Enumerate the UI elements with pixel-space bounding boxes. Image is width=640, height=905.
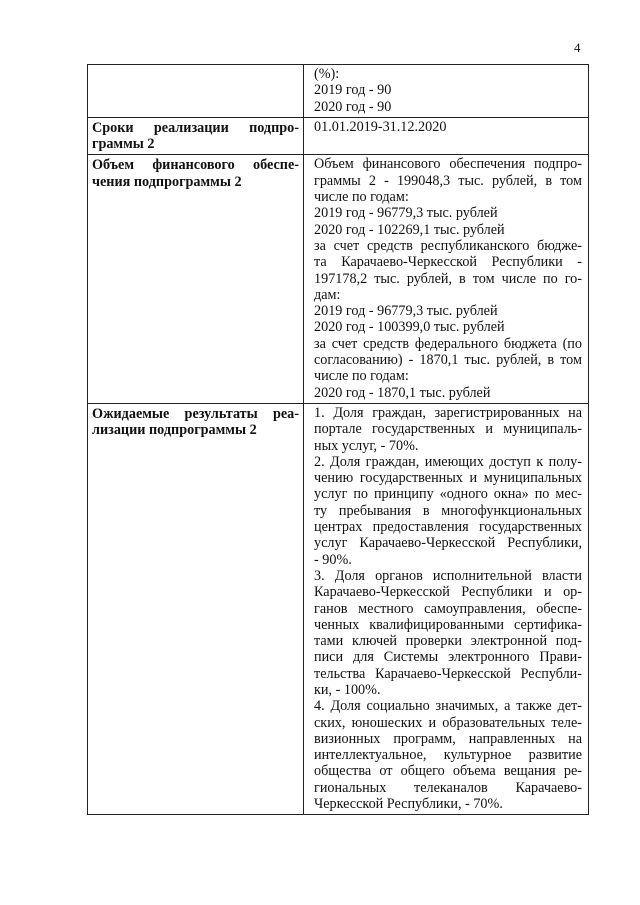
value-line: портале государственных и муниципаль- <box>314 421 582 438</box>
label-line: Объем финансового обеспе- <box>92 157 299 174</box>
value-line: центрах предоставления государственных <box>314 519 582 536</box>
value-line: ных услуг, - 70%. <box>314 437 419 454</box>
row-value-term <box>304 117 589 155</box>
value-line: дам: <box>314 286 341 303</box>
label-line: Сроки реализации подпро- <box>92 119 299 136</box>
row-label-results <box>88 403 304 814</box>
value-line: Черкесской Республики, - 70%. <box>314 796 503 813</box>
value-line: гиональных телеканалов Карачаево- <box>314 779 582 796</box>
label-line: чения подпрограммы 2 <box>92 173 242 190</box>
value-line: визионных программ, направленных на <box>314 730 582 747</box>
value-line: тами ключей проверки электронной под- <box>314 633 582 650</box>
value-line: ту пребывания в многофункциональных <box>314 502 582 519</box>
table-row <box>88 117 589 155</box>
value-line: 2020 год - 102269,1 тыс. рублей <box>314 221 505 238</box>
value-line: 197178,2 тыс. рублей, в том числе по го- <box>314 270 582 287</box>
value-line: интеллектуальное, культурное развитие <box>314 747 582 764</box>
value-line: за счет средств федерального бюджета (по <box>314 335 582 352</box>
value-line: 01.01.2019-31.12.2020 <box>314 118 447 135</box>
value-line: 1. Доля граждан, зарегистрированных на <box>314 404 582 421</box>
passport-table <box>87 64 589 815</box>
table-row <box>88 65 589 118</box>
row-value-indicators <box>304 65 589 118</box>
table-body <box>88 65 589 815</box>
value-line: Объем финансового обеспечения подпро- <box>314 156 582 173</box>
value-line: согласованию) - 1870,1 тыс. рублей, в том <box>314 352 582 369</box>
value-line: ских, юношеских и образовательных теле- <box>314 714 582 731</box>
value-line: граммы 2 - 199048,3 тыс. рублей, в том <box>314 172 582 189</box>
value-line: 2019 год - 90 <box>314 82 392 99</box>
row-value-funding <box>304 155 589 403</box>
row-label-term <box>88 117 304 155</box>
value-line: (%): <box>314 66 340 82</box>
label-line: Ожидаемые результаты реа- <box>92 405 299 422</box>
value-line: ки, - 100%. <box>314 681 381 698</box>
row-label-funding <box>88 155 304 403</box>
value-line: общества от общего объема вещания ре- <box>314 763 582 780</box>
value-line: числе по годам: <box>314 189 409 206</box>
value-line: ченных квалифицированными сертифика- <box>314 616 582 633</box>
value-line: числе по годам: <box>314 368 409 385</box>
value-line: 2020 год - 1870,1 тыс. рублей <box>314 384 491 401</box>
label-line: лизации подпрограммы 2 <box>92 422 257 439</box>
value-line: - 90%. <box>314 551 352 568</box>
row-label-empty <box>88 65 304 118</box>
value-line: писи для Системы электронного Прави- <box>314 649 582 666</box>
value-line: за счет средств республиканского бюдже- <box>314 237 582 254</box>
value-line: 2020 год - 100399,0 тыс. рублей <box>314 319 505 336</box>
label-line: граммы 2 <box>92 136 155 153</box>
value-line: тельства Карачаево-Черкесской Республи- <box>314 665 582 682</box>
row-value-results <box>304 403 589 814</box>
value-line: 2019 год - 96779,3 тыс. рублей <box>314 303 498 320</box>
value-line: 2019 год - 96779,3 тыс. рублей <box>314 205 498 222</box>
value-line: услуг по принципу «одного окна» по мес- <box>314 486 582 503</box>
value-line: та Карачаево-Черкесской Республики - <box>314 254 582 271</box>
value-line: Карачаево-Черкесской Республики и ор- <box>314 584 582 601</box>
value-line: 2020 год - 90 <box>314 98 392 115</box>
value-line: 4. Доля социально значимых, а также дет- <box>314 698 582 715</box>
table-row <box>88 403 589 814</box>
table-row <box>88 155 589 403</box>
value-line: 3. Доля органов исполнительной власти <box>314 567 582 584</box>
page-number: 4 <box>574 40 581 55</box>
value-line: ганов местного самоуправления, обеспе- <box>314 600 582 617</box>
value-line: 2. Доля граждан, имеющих доступ к полу- <box>314 453 582 470</box>
value-line: чению государственных и муниципальных <box>314 470 582 487</box>
value-line: услуг Карачаево-Черкесской Республики, <box>314 535 582 552</box>
